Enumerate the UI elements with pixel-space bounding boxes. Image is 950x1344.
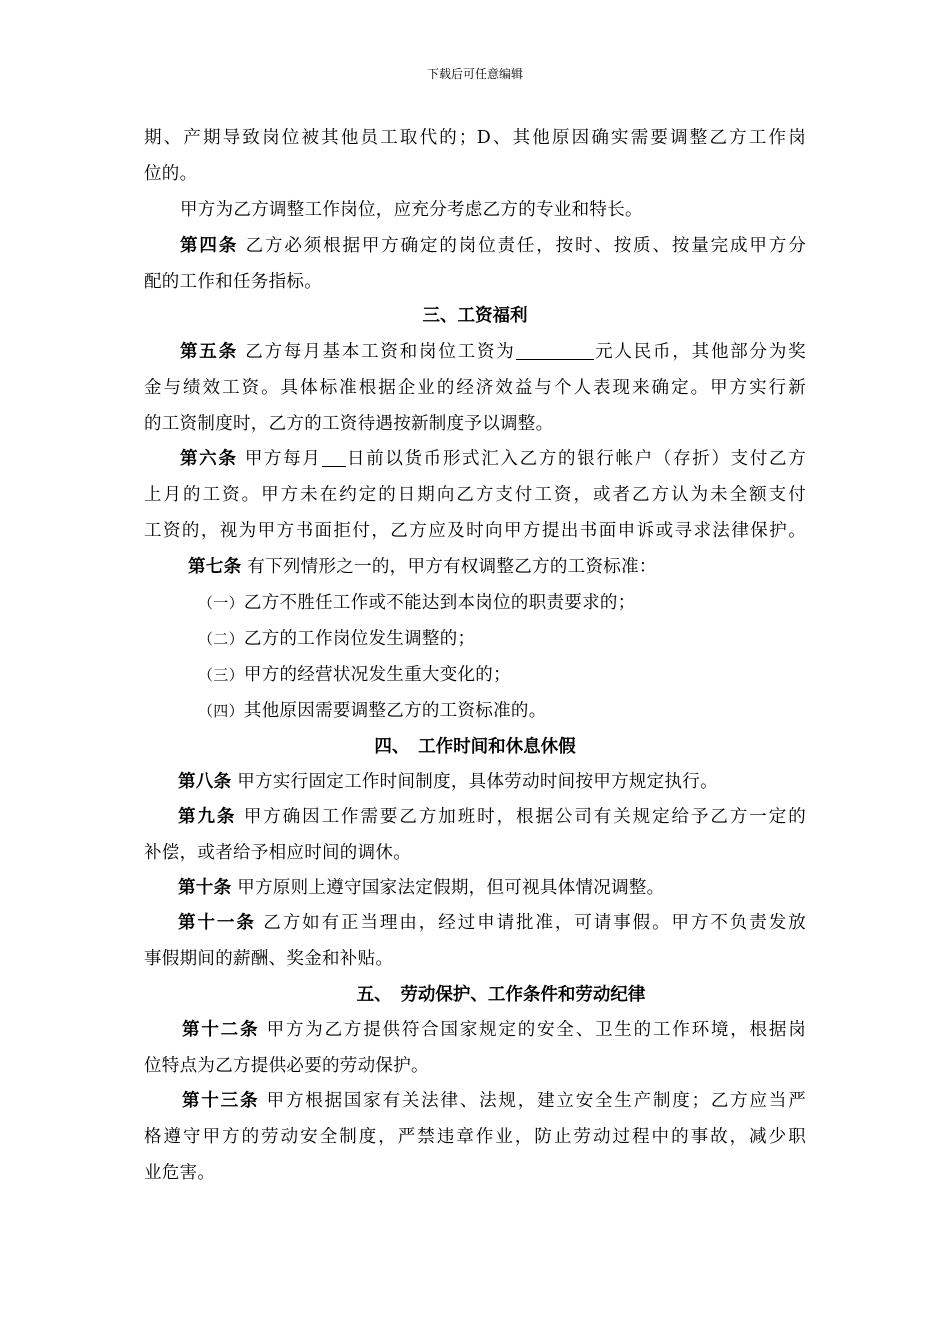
article-11: 第十一条 乙方如有正当理由，经过申请批准，可请事假。甲方不负责发放 事假期间的薪酬、奖金和补贴。 [144,913,806,969]
article-label: 第五条 [180,342,238,362]
paragraph-position-adjust: 甲方为乙方调整工作岗位，应充分考虑乙方的专业和特长。 [180,200,643,220]
section-heading-4: 四、 工作时间和休息休假 [374,737,576,757]
article-5: 第五条 乙方每月基本工资和岗位工资为 元人民币，其他部分为奖 金与绩效工资。具体标准根据企业的经济效益与个人表现来确定。甲方实行新 的工资制度时，乙方的工资待遇按新制度予以调整。 [144,342,806,434]
payday-blank [322,448,346,467]
article-12: 第十二条 甲方为乙方提供符合国家规定的安全、卫生的工作环境，根据岗 位特点为乙方提供必要的劳动保护。 [144,1020,806,1076]
article-label: 第十二条 [182,1020,260,1040]
paragraph-continuation: 期、产期导致岗位被其他员工取代的；D、其他原因确实需要调整乙方工作岗 位的。 [144,128,806,184]
article-label: 第十条 [178,878,232,898]
article-label: 第十一条 [178,913,256,933]
article-label: 第六条 [180,449,238,469]
article-13: 第十三条 甲方根据国家有关法律、法规，建立安全生产制度；乙方应当严 格遵守甲方的劳动安全制度，严禁违章作业，防止劳动过程中的事故，减少职 业危害。 [144,1091,806,1183]
list-item: （一）乙方不胜任工作或不能达到本岗位的职责要求的； [198,593,636,613]
list-item: （三）甲方的经营状况发生重大变化的； [198,665,511,685]
page-header: 下载后可任意编辑 [426,67,523,81]
article-9: 第九条 甲方确因工作需要乙方加班时，根据公司有关规定给予乙方一定的 补偿，或者给予相应时间的调休。 [144,807,806,863]
list-item: （四）其他原因需要调整乙方的工资标准的。 [198,701,547,721]
article-label: 第十三条 [182,1091,260,1111]
article-label: 第九条 [178,807,237,827]
article-7: 第七条 有下列情形之一的，甲方有权调整乙方的工资标准： [188,557,657,577]
article-4: 第四条 乙方必须根据甲方确定的岗位责任，按时、按质、按量完成甲方分 配的工作和任务指标。 [144,236,806,292]
article-6: 第六条 甲方每月 日前以货币形式汇入乙方的银行帐户（存折）支付乙方 上月的工资。甲方未在约定的日期向乙方支付工资，或者乙方认为未全额支付 工资的，视为甲方书面拒付，乙方应及时向甲方提出书面申诉或寻求法律保护。 [144,449,806,541]
section-heading-5: 五、 劳动保护、工作条件和劳动纪律 [356,985,646,1005]
article-label: 第四条 [180,236,239,256]
salary-blank [516,341,594,360]
list-item: （二）乙方的工作岗位发生调整的； [198,629,476,649]
article-10: 第十条 甲方原则上遵守国家法定假期，但可视具体情况调整。 [178,878,665,898]
article-label: 第七条 [188,557,242,577]
article-7-list [198,585,806,729]
article-8: 第八条 甲方实行固定工作时间制度，具体劳动时间按甲方规定执行。 [178,772,718,792]
article-label: 第八条 [178,772,232,792]
section-heading-3: 三、工资福利 [422,306,528,326]
